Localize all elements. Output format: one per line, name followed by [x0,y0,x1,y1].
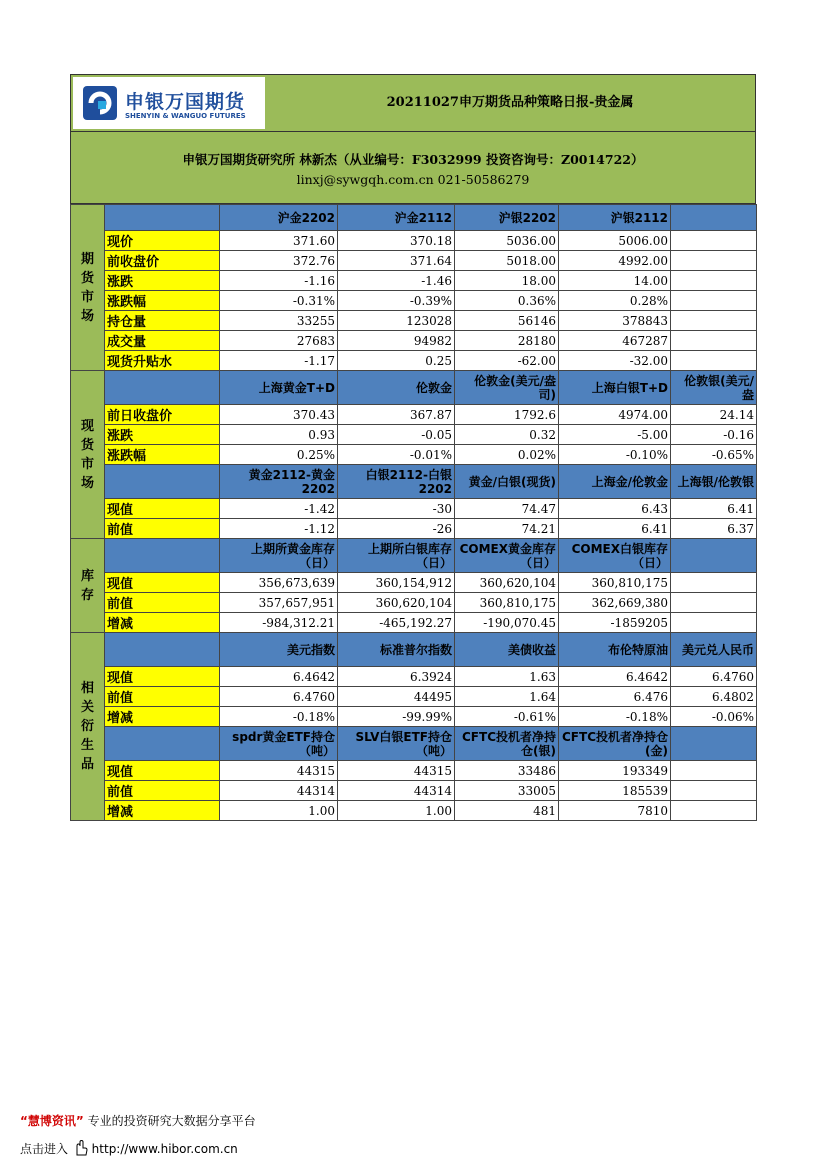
shenwan-logo-icon [83,86,117,120]
value-cell: 360,810,175 [455,593,559,613]
value-cell: -0.05 [338,425,455,445]
value-cell: 33005 [455,781,559,801]
value-cell [671,311,757,331]
row-label: 增减 [105,613,220,633]
value-cell [671,613,757,633]
column-header: 白银2112-白银2202 [338,465,455,499]
value-cell: -5.00 [559,425,671,445]
value-cell: 1.00 [338,801,455,821]
header-row [71,465,757,499]
value-cell: 44315 [220,761,338,781]
value-cell: 33486 [455,761,559,781]
column-header: 伦敦金 [338,371,455,405]
value-cell: 1.64 [455,687,559,707]
table-row [71,499,757,519]
value-cell: 27683 [220,331,338,351]
value-cell [671,331,757,351]
table-row [71,761,757,781]
row-label: 增减 [105,801,220,821]
value-cell: -1859205 [559,613,671,633]
table-row [71,331,757,351]
value-cell: 360,620,104 [455,573,559,593]
table-row [71,519,757,539]
value-cell: -0.01% [338,445,455,465]
table-row [71,707,757,727]
value-cell: 7810 [559,801,671,821]
column-header: spdr黄金ETF持仓（吨） [220,727,338,761]
header-blank-cell [105,465,220,499]
value-cell: 193349 [559,761,671,781]
value-cell: 367.87 [338,405,455,425]
section-label: 相关衍生品 [71,633,105,821]
value-cell: -0.18% [559,707,671,727]
row-label: 前值 [105,781,220,801]
contact-line: linxj@sywgqh.com.cn 021-50586279 [296,172,530,187]
row-label: 前值 [105,593,220,613]
table-row [71,251,757,271]
value-cell: 44315 [338,761,455,781]
value-cell: 467287 [559,331,671,351]
value-cell: 44314 [338,781,455,801]
footer-link[interactable]: http://www.hibor.com.cn [91,1142,238,1156]
value-cell: -0.31% [220,291,338,311]
header-blank-cell [105,633,220,667]
value-cell: 372.76 [220,251,338,271]
value-cell: -190,070.45 [455,613,559,633]
value-cell: 6.4760 [220,687,338,707]
value-cell: 6.41 [671,499,757,519]
column-header: COMEX白银库存（日） [559,539,671,573]
value-cell: -0.06% [671,707,757,727]
row-label: 增减 [105,707,220,727]
table-row [71,425,757,445]
table-row [71,271,757,291]
header-row [71,539,757,573]
value-cell: 356,673,639 [220,573,338,593]
value-cell: 362,669,380 [559,593,671,613]
footer-tagline [20,1112,256,1129]
value-cell [671,573,757,593]
value-cell: 0.32 [455,425,559,445]
value-cell: -984,312.21 [220,613,338,633]
footer-link-prefix: 点击进入 [20,1142,69,1156]
row-label: 现价 [105,231,220,251]
hand-pointer-icon [72,1140,88,1156]
value-cell: 18.00 [455,271,559,291]
value-cell: 481 [455,801,559,821]
table-row [71,593,757,613]
row-label: 前值 [105,519,220,539]
column-header: 沪金2112 [338,205,455,231]
company-logo [73,77,265,129]
column-header: 美债收益 [455,633,559,667]
column-header: 上海白银T+D [559,371,671,405]
section-label: 库存 [71,539,105,633]
value-cell: 74.47 [455,499,559,519]
value-cell: 360,620,104 [338,593,455,613]
column-header: 上期所黄金库存（日） [220,539,338,573]
value-cell: 6.3924 [338,667,455,687]
section-label: 现货市场 [71,371,105,539]
column-header: 黄金2112-黄金2202 [220,465,338,499]
value-cell [671,801,757,821]
table-row [71,405,757,425]
report-title: 20211027申万期货品种策略日报-贵金属 [386,95,634,110]
table-row [71,445,757,465]
value-cell: -0.65% [671,445,757,465]
header-row [71,371,757,405]
column-header: 布伦特原油 [559,633,671,667]
value-cell: -32.00 [559,351,671,371]
column-header: CFTC投机者净持仓(金) [559,727,671,761]
column-header: 上海黄金T+D [220,371,338,405]
header-blank-cell [105,539,220,573]
value-cell [671,271,757,291]
value-cell: 378843 [559,311,671,331]
column-header: 上海银/伦敦银 [671,465,757,499]
value-cell: 5006.00 [559,231,671,251]
value-cell: 357,657,951 [220,593,338,613]
footer-brand: “慧博资讯” [20,1114,84,1128]
value-cell: 4974.00 [559,405,671,425]
value-cell [671,593,757,613]
column-header: 沪银2112 [559,205,671,231]
value-cell: 24.14 [671,405,757,425]
value-cell: 74.21 [455,519,559,539]
value-cell: 6.37 [671,519,757,539]
table-row [71,667,757,687]
table-row [71,781,757,801]
value-cell: -0.16 [671,425,757,445]
data-table [70,204,757,821]
value-cell: 33255 [220,311,338,331]
value-cell: -0.39% [338,291,455,311]
value-cell: -0.10% [559,445,671,465]
value-cell: 6.41 [559,519,671,539]
table-row [71,801,757,821]
value-cell: -26 [338,519,455,539]
report-header [70,74,756,132]
header-blank-cell [105,371,220,405]
row-label: 现值 [105,499,220,519]
value-cell: 6.43 [559,499,671,519]
value-cell: 0.02% [455,445,559,465]
value-cell: 1.63 [455,667,559,687]
row-label: 现值 [105,761,220,781]
value-cell: 360,154,912 [338,573,455,593]
column-header: SLV白银ETF持仓（吨） [338,727,455,761]
column-header: 上海金/伦敦金 [559,465,671,499]
row-label: 前值 [105,687,220,707]
column-header: 沪金2202 [220,205,338,231]
value-cell: 371.64 [338,251,455,271]
value-cell: 1.00 [220,801,338,821]
column-header: 黄金/白银(现货) [455,465,559,499]
value-cell: 0.25% [220,445,338,465]
value-cell: 371.60 [220,231,338,251]
column-header: 伦敦金(美元/盎司) [455,371,559,405]
author-line: 申银万国期货研究所 林新杰（从业编号：F3032999 投资咨询号：Z0014722） [182,152,644,167]
value-cell: 360,810,175 [559,573,671,593]
value-cell: 5018.00 [455,251,559,271]
value-cell: 123028 [338,311,455,331]
section-label: 期货市场 [71,205,105,371]
value-cell [671,231,757,251]
value-cell: -0.18% [220,707,338,727]
header-row [71,633,757,667]
value-cell: 6.4642 [220,667,338,687]
logo-english-name: SHENYIN & WANGUO FUTURES [125,112,246,120]
value-cell: 28180 [455,331,559,351]
value-cell [671,761,757,781]
table-row [71,311,757,331]
value-cell: 370.43 [220,405,338,425]
value-cell: -1.12 [220,519,338,539]
row-label: 涨跌 [105,271,220,291]
table-row [71,687,757,707]
column-header: 美元兑人民币 [671,633,757,667]
value-cell: 0.36% [455,291,559,311]
table-row [71,613,757,633]
value-cell: -465,192.27 [338,613,455,633]
column-header [671,205,757,231]
column-header: 伦敦银(美元/盎 [671,371,757,405]
column-header: 沪银2202 [455,205,559,231]
value-cell: -1.46 [338,271,455,291]
value-cell: 0.93 [220,425,338,445]
table-row [71,291,757,311]
value-cell: 94982 [338,331,455,351]
column-header: CFTC投机者净持仓(银) [455,727,559,761]
table-row [71,573,757,593]
value-cell: 6.476 [559,687,671,707]
value-cell: -30 [338,499,455,519]
value-cell: 6.4760 [671,667,757,687]
author-info [70,132,756,204]
value-cell: 0.25 [338,351,455,371]
row-label: 前收盘价 [105,251,220,271]
value-cell: 4992.00 [559,251,671,271]
value-cell: -62.00 [455,351,559,371]
value-cell: 56146 [455,311,559,331]
report-sheet [70,74,756,821]
value-cell: 44314 [220,781,338,801]
value-cell: 185539 [559,781,671,801]
value-cell: 44495 [338,687,455,707]
value-cell [671,781,757,801]
value-cell [671,351,757,371]
header-row [71,205,757,231]
value-cell: 0.28% [559,291,671,311]
value-cell: 1792.6 [455,405,559,425]
value-cell: -0.61% [455,707,559,727]
value-cell: 6.4642 [559,667,671,687]
row-label: 涨跌幅 [105,445,220,465]
column-header [671,539,757,573]
header-blank-cell [105,727,220,761]
value-cell: -1.16 [220,271,338,291]
row-label: 持仓量 [105,311,220,331]
value-cell: 6.4802 [671,687,757,707]
column-header: 标准普尔指数 [338,633,455,667]
column-header [671,727,757,761]
value-cell [671,291,757,311]
header-row [71,727,757,761]
row-label: 现值 [105,667,220,687]
table-row [71,351,757,371]
header-blank-cell [105,205,220,231]
row-label: 涨跌幅 [105,291,220,311]
footer-link-line [20,1140,238,1157]
value-cell [671,251,757,271]
value-cell: -1.42 [220,499,338,519]
value-cell: 14.00 [559,271,671,291]
row-label: 前日收盘价 [105,405,220,425]
row-label: 现值 [105,573,220,593]
row-label: 成交量 [105,331,220,351]
table-row [71,231,757,251]
column-header: 美元指数 [220,633,338,667]
value-cell: -1.17 [220,351,338,371]
logo-chinese-name: 申银万国期货 [125,91,246,113]
value-cell: 370.18 [338,231,455,251]
footer-tagline-text: 专业的投资研究大数据分享平台 [87,1114,256,1128]
column-header: 上期所白银库存（日） [338,539,455,573]
column-header: COMEX黄金库存（日） [455,539,559,573]
row-label: 现货升贴水 [105,351,220,371]
value-cell: -99.99% [338,707,455,727]
row-label: 涨跌 [105,425,220,445]
value-cell: 5036.00 [455,231,559,251]
